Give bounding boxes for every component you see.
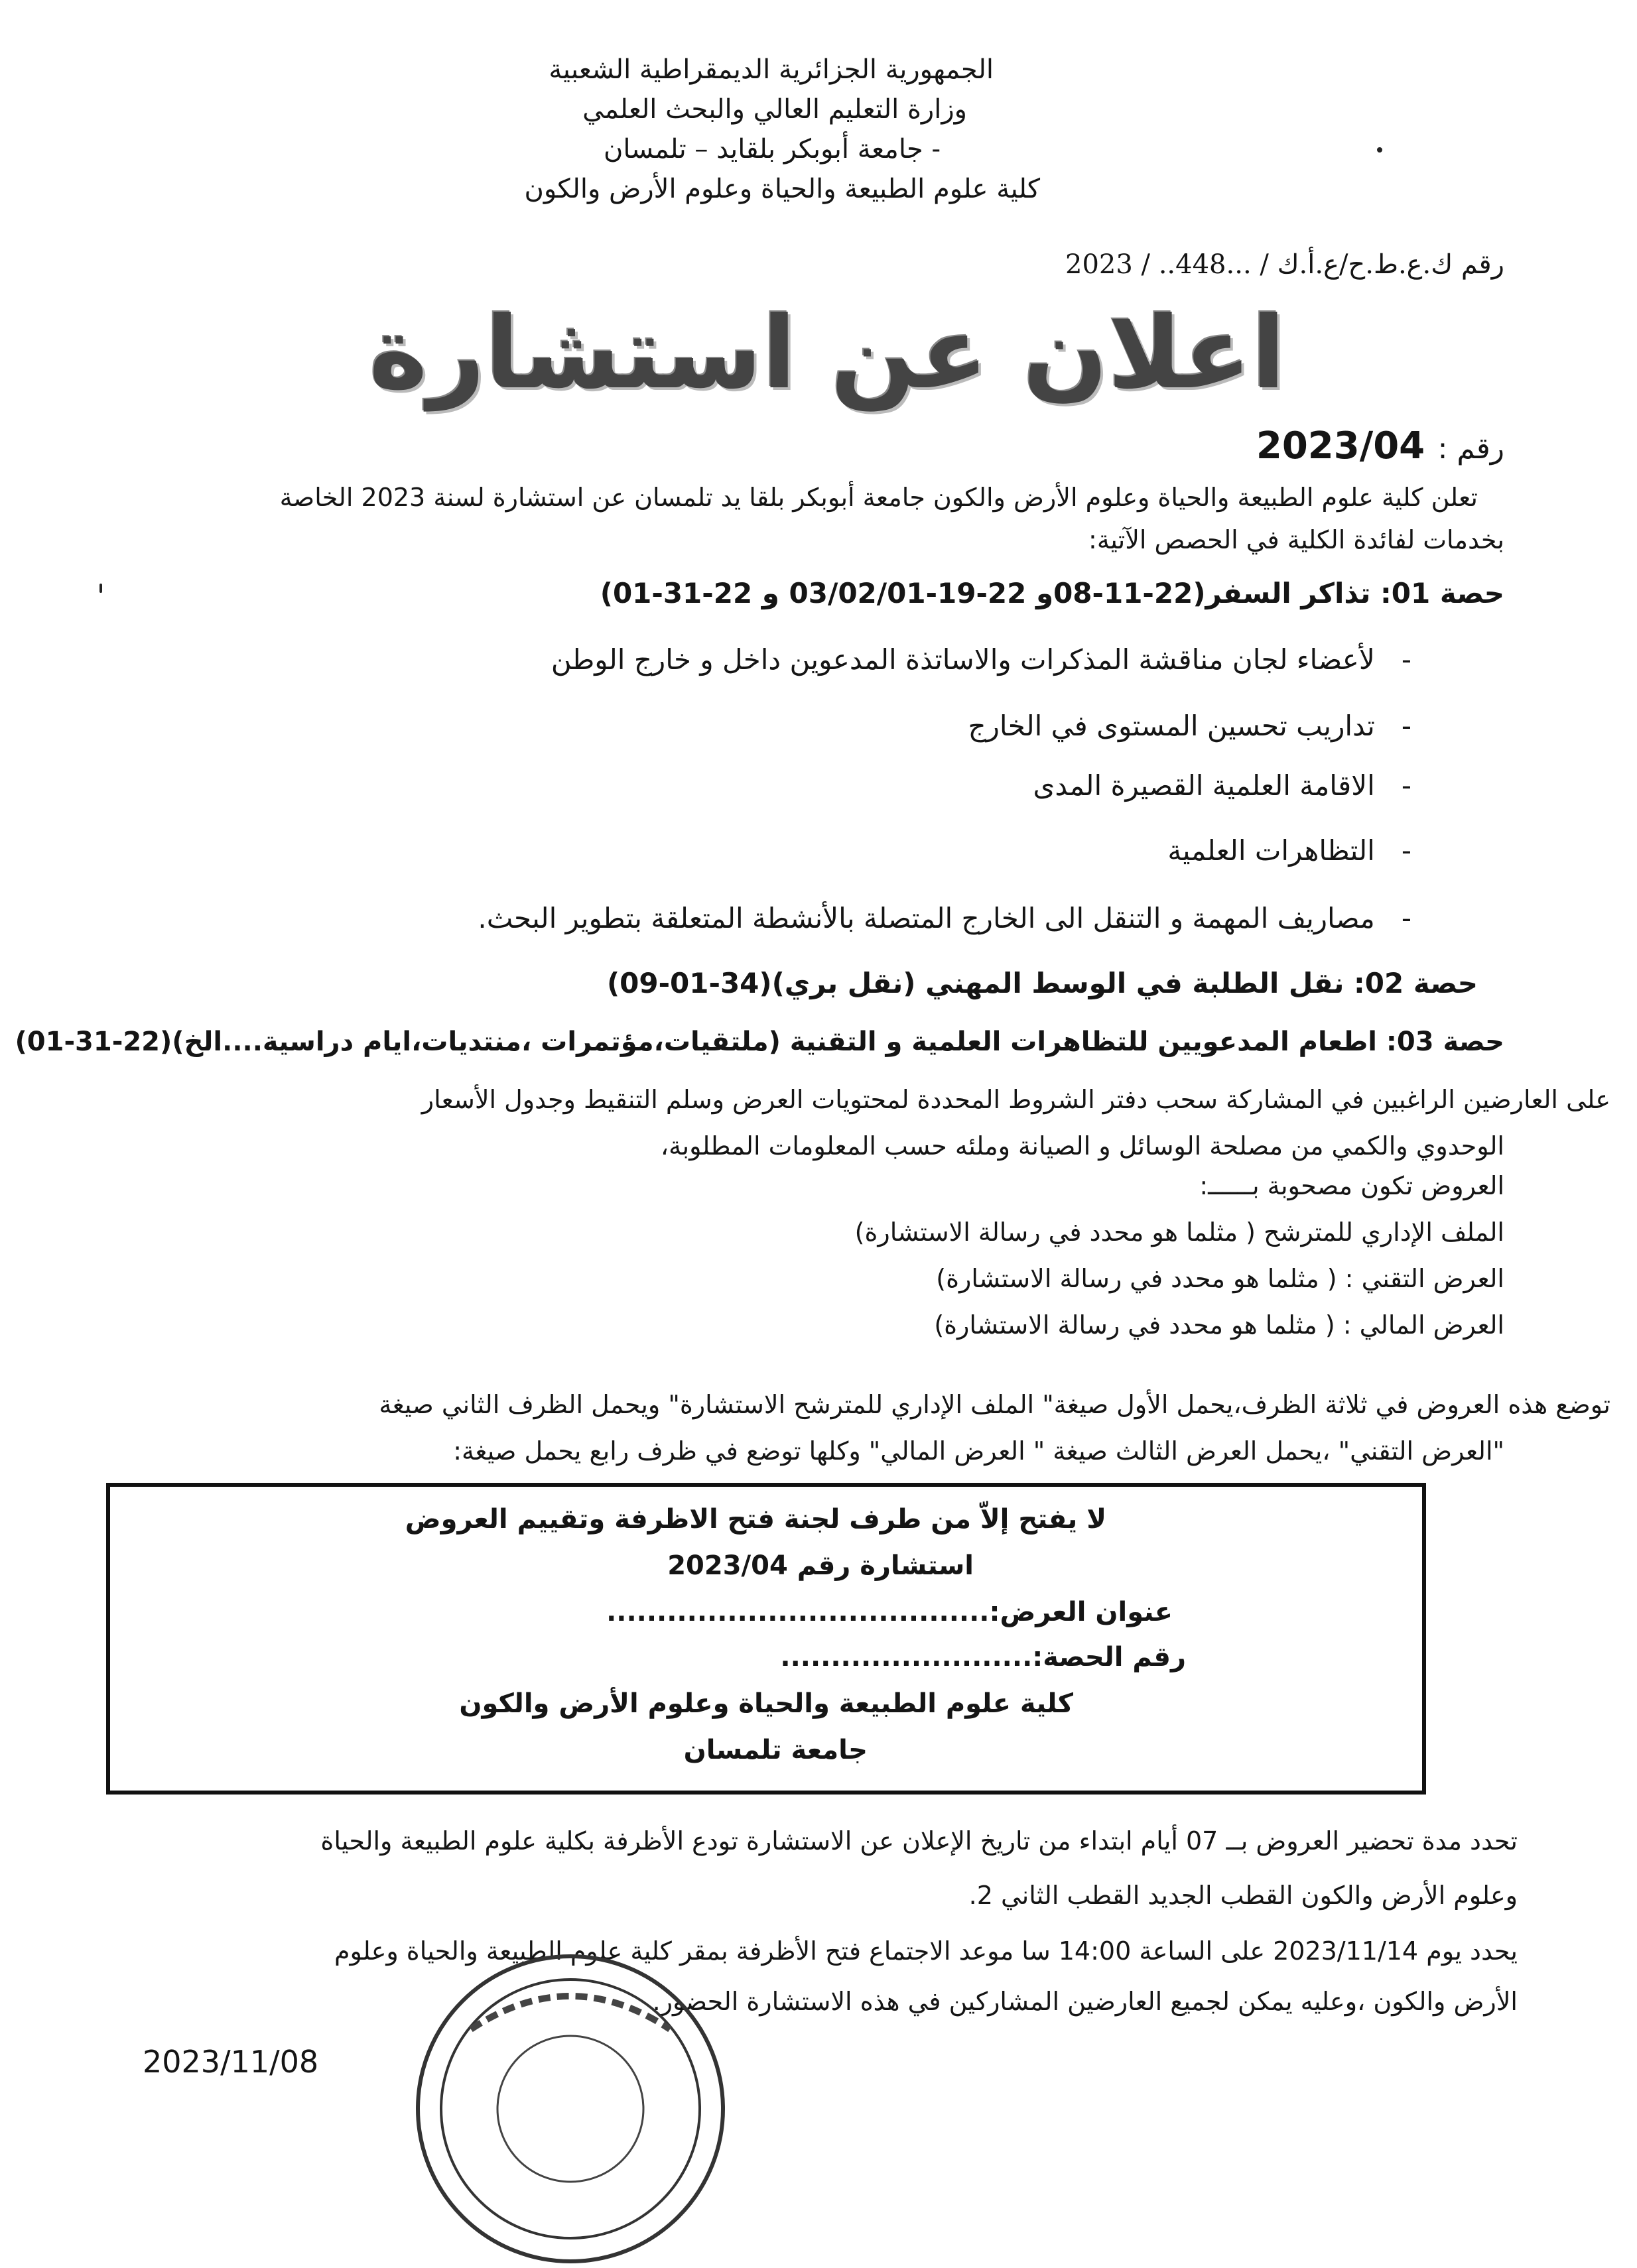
conditions-line-5: العرض التقني : ( مثلما هو محدد في رسالة الاستشارة) [936, 1264, 1504, 1293]
lot1-item-text: التظاهرات العلمية [1167, 834, 1375, 867]
opening-line-1: يحدد يوم 2023/11/14 على الساعة 14:00 سا موعد الاجتماع فتح الأظرفة بمقر كلية علوم الطبيعة والحياة وعلوم [334, 1936, 1518, 1966]
conditions-line-2: الوحدوي والكمي من مصلحة الوسائل و الصيانة وملئه حسب المعلومات المطلوبة، [660, 1131, 1504, 1161]
box-line-6: جامعة تلمسان [683, 1735, 868, 1765]
lot1-item: - التظاهرات العلمية [1167, 834, 1411, 867]
lot1-item: - الاقامة العلمية القصيرة المدى [1033, 769, 1411, 802]
lot1-item: - مصاريف المهمة و التنقل الى الخارج المتصلة بالأنشطة المتعلقة بتطوير البحث. [478, 902, 1411, 934]
lot3-title: حصة 03: اطعام المدعويين للتظاهرات العلمية و التقنية (ملتقيات،مؤتمرات ،منتديات،ايام دراسية....الخ)(22-31-01) [15, 1027, 1504, 1057]
lot1-item-text: الاقامة العلمية القصيرة المدى [1033, 769, 1375, 802]
lot1-item-text: تداريب تحسين المستوى في الخارج [968, 710, 1375, 742]
box-line-4: رقم الحصة:......................... [780, 1642, 1186, 1672]
opening-line-2: الأرض والكون ،وعليه يمكن لجميع العارضين المشاركين في هذه الاستشارة الحضور. [652, 1987, 1518, 2016]
reference-number: رقم ك.ع.ط.ح/ع.أ.ك / ...448.. / 2023 [1065, 249, 1504, 280]
intro-line-2: بخدمات لفائدة الكلية في الحصص الآتية: [1088, 525, 1504, 554]
envelopes-line-1: توضع هذه العروض في ثلاثة الظرف،يحمل الأول صيغة" الملف الإداري للمترشح الاستشارة" ويحمل الظرف الثاني صيغة [379, 1390, 1610, 1419]
announcement-number [1256, 424, 1504, 468]
number-label: رقم : [1437, 432, 1504, 466]
lot1-title: حصة 01: تذاكر السفر(22-11-08و 22-19-03/02/01 و 22-31-01) [600, 577, 1504, 609]
page-title: اعلان عن استشارة [369, 296, 1285, 411]
conditions-line-1: على العارضين الراغبين في المشاركة سحب دفتر الشروط المحددة لمحتويات العرض وسلم التنقيط وجدول الأسعار [421, 1085, 1610, 1114]
intro-line-1: تعلن كلية علوم الطبيعة والحياة وعلوم الأرض والكون جامعة أبوبكر بلقا يد تلمسان عن استشارة لسنة 2023 الخاصة [279, 483, 1478, 512]
lot1-item-text: مصاريف المهمة و التنقل الى الخارج المتصلة بالأنشطة المتعلقة بتطوير البحث. [478, 902, 1375, 934]
box-line-3: عنوان العرض:...................................... [606, 1597, 1173, 1627]
conditions-line-6: العرض المالي : ( مثلما هو محدد في رسالة الاستشارة) [934, 1310, 1504, 1340]
header-line-ministry: وزارة التعليم العالي والبحث العلمي [582, 94, 967, 125]
lot1-item-text: لأعضاء لجان مناقشة المذكرات والاساتذة المدعوين داخل و خارج الوطن [551, 643, 1375, 676]
box-line-1: لا يفتح إلاّ من طرف لجنة فتح الاظرفة وتقييم العروض [405, 1504, 1106, 1535]
lot1-item: - تداريب تحسين المستوى في الخارج [968, 710, 1411, 742]
scan-speck [1377, 147, 1382, 153]
header-line-university: - جامعة أبوبكر بلقايد – تلمسان [603, 134, 941, 164]
number-value: 2023/04 [1256, 424, 1425, 468]
official-seal-stamp [411, 1950, 730, 2268]
deadline-line-1: تحدد مدة تحضير العروض بــ 07 أيام ابتداء من تاريخ الإعلان عن الاستشارة تودع الأظرفة بكلية علوم الطبيعة والحياة [320, 1826, 1518, 1856]
header-line-republic: الجمهورية الجزائرية الديمقراطية الشعبية [549, 54, 994, 85]
conditions-line-4: الملف الإداري للمترشح ( مثلما هو محدد في رسالة الاستشارة) [854, 1218, 1504, 1247]
header-line-faculty: كلية علوم الطبيعة والحياة وعلوم الأرض والكون [524, 174, 1040, 204]
conditions-line-3: العروض تكون مصحوبة بــــــ: [1199, 1171, 1504, 1200]
box-line-5: كلية علوم الطبيعة والحياة وعلوم الأرض والكون [459, 1688, 1073, 1719]
footer-date: 2023/11/08 [143, 2044, 319, 2080]
envelopes-line-2: "العرض التقني" ،يحمل العرض الثالث صيغة " العرض المالي" وكلها توضع في ظرف رابع يحمل صيغة: [453, 1436, 1504, 1466]
deadline-line-2: وعلوم الأرض والكون القطب الجديد القطب الثاني 2. [968, 1881, 1518, 1910]
lot2-title: حصة 02: نقل الطلبة في الوسط المهني (نقل بري)(34-01-09) [606, 967, 1478, 999]
box-line-2: استشارة رقم 2023/04 [667, 1550, 974, 1581]
scan-speck [99, 584, 102, 593]
lot1-item: - لأعضاء لجان مناقشة المذكرات والاساتذة المدعوين داخل و خارج الوطن [551, 643, 1411, 676]
